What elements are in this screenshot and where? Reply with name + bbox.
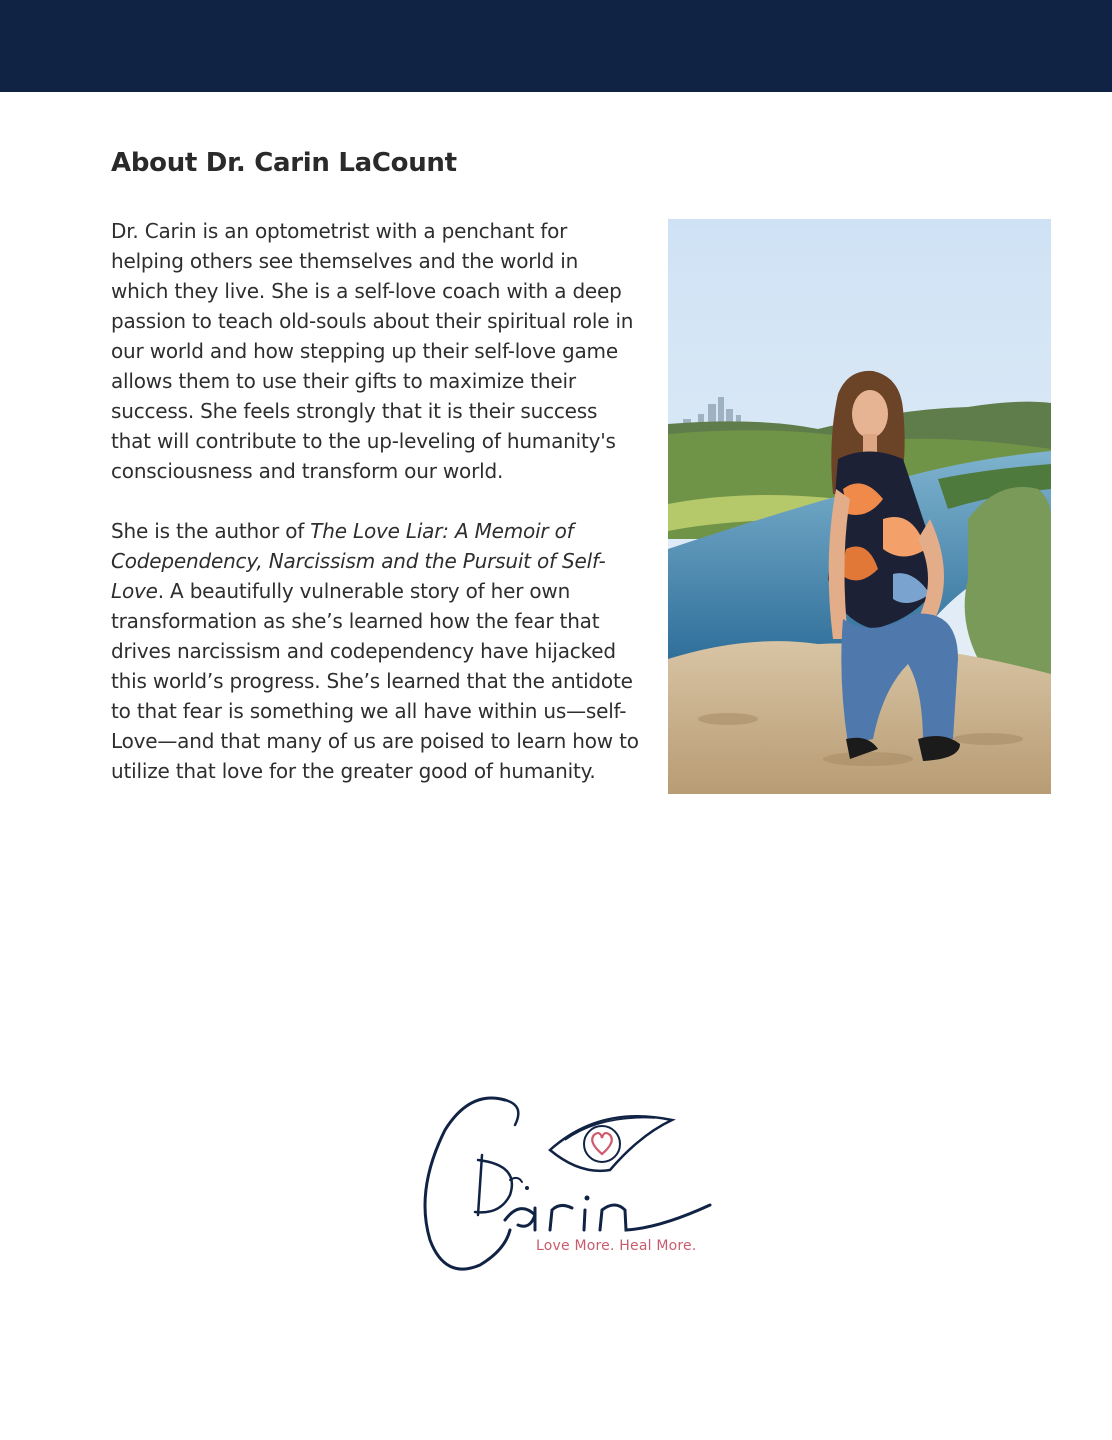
book-title: The Love Liar: A Memoir of Codependency, Narcissism and the Pursuit of Self-Love [111, 519, 606, 603]
header-band [0, 0, 1112, 92]
bio-paragraph-2 [111, 516, 641, 786]
bio-paragraph-1: Dr. Carin is an optometrist with a penchant for helping others see themselves and the world in which they live. She is a self-love coach with a deep passion to teach old-souls about their spiritual role in our world and how stepping up their self-love game allows them to use their gifts to maximize their success. She feels strongly that it is their success that will contribute to the up-leveling of humanity's consciousness and transform our world. [111, 219, 634, 483]
logo-tagline: Love More. Heal More. [536, 1238, 697, 1254]
page-title: About Dr. Carin LaCount [111, 148, 457, 178]
bio-paragraph-2-suffix: . A beautifully vulnerable story of her own transformation as she’s learned how the fear that drives narcissism and codependency have hijacked this world’s progress. She’s learned that the antidote to that fear is something we all have within us—self-Love—and that many of us are poised to learn how to utilize that love for the greater good of humanity. [111, 579, 639, 783]
bio-text [111, 216, 641, 816]
portrait-photo [668, 219, 1051, 794]
bio-paragraph-2-prefix: She is the author of [111, 519, 311, 543]
